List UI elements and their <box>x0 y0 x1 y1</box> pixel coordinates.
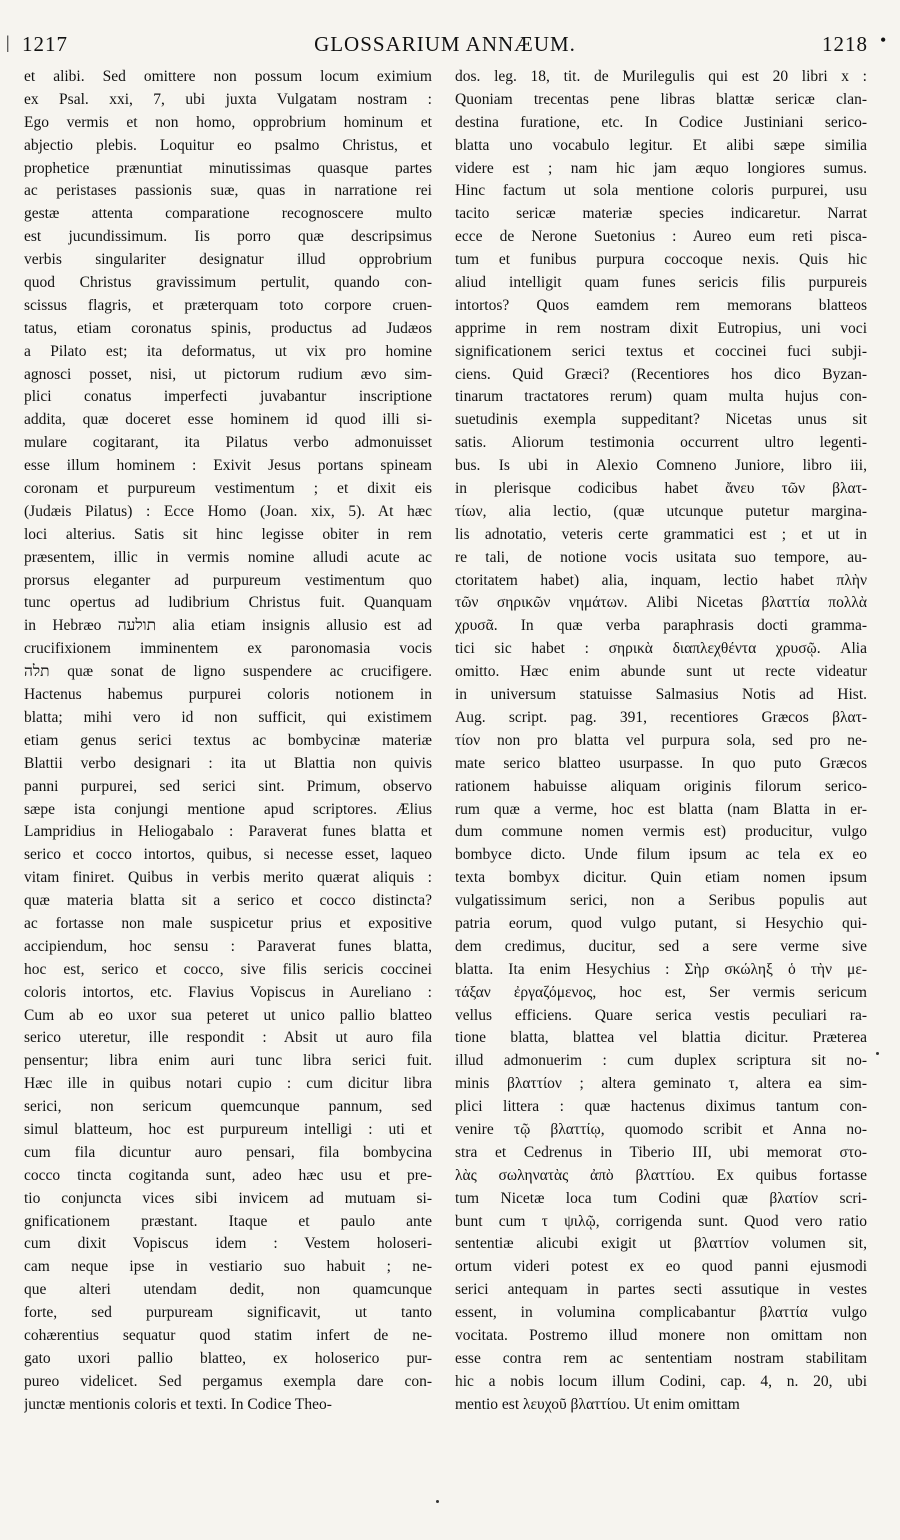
text-line: vellus efficiens. Quare serica vestis peculiari ra- <box>455 1006 867 1024</box>
left-text-column <box>24 66 432 1417</box>
text-line: cohærentius sequatur quod statim infert de ne- <box>24 1326 432 1344</box>
text-line: accipiendum, hoc sensu : Paraverat funes blatta, <box>24 937 432 955</box>
text-line: dos. leg. 18, tit. de Murilegulis qui est 20 libri x : <box>455 68 867 85</box>
text-line: loci alterius. Satis sit hinc legisse obiter in rem <box>24 525 432 543</box>
margin-speck <box>876 1052 879 1055</box>
text-line: cocco tincta cogitanda sunt, adeo hæc usu et pre- <box>24 1166 432 1184</box>
text-line: tici sic habet : σηρικὰ διαπλεχθέντα χρυσῷ. Alia <box>455 640 867 658</box>
text-line: etiam genus serici textus ac bombycinæ materiæ <box>24 731 432 749</box>
text-line: texta bombyx dicitur. Quin etiam nomen ipsum <box>455 869 867 887</box>
text-line: esse contra rem ac sententiam nostram stabilitam <box>455 1349 867 1367</box>
text-line: τίων, alia lectio, (quæ utcunque putetur margina- <box>455 502 867 520</box>
text-line: vitam finiret. Quibus in verbis merito quærat aliquis : <box>24 869 432 887</box>
text-line: tio conjuncta vices sibi invicem ad mutuam si- <box>24 1189 432 1207</box>
text-line: plici conatus imperfecti juvabantur inscriptione <box>24 388 432 406</box>
text-line: tinarum tractatores rerum) quam multa hujus con- <box>455 388 867 406</box>
text-line: videre est ; nam hic jam æquo longiores sumus. <box>455 159 867 177</box>
right-text-column <box>455 66 867 1417</box>
text-line: sententiæ alicubi exigit ut βλαττίον volumen sit, <box>455 1235 867 1253</box>
text-line: tum et funibus purpura coccoque nexis. Quis hic <box>455 251 867 269</box>
text-line: destina furatione, etc. In Codice Justiniani serico- <box>455 113 867 131</box>
text-line: dem credimus, ducitur, sed a sere verme sive <box>455 937 867 955</box>
text-line: dum commune nomen vermis est) producitur, vulgo <box>455 823 867 841</box>
text-line: ac fortasse non male suspicetur prius et expositive <box>24 914 432 932</box>
text-line: esse illum hominem : Exivit Jesus portans spineam <box>24 457 432 475</box>
text-line: tacito sericæ materiæ species indicaretur. Narrat <box>455 205 867 223</box>
text-line: præsentem, illic in vermis nomine alludi acute ac <box>24 548 432 566</box>
text-line: significationem serici textus et coccinei fuci subji- <box>455 342 867 360</box>
text-line: ac peristases passionis suæ, quas in narratione rei <box>24 182 432 200</box>
text-line: pureo videlicet. Sed pergamus exempla dare con- <box>24 1372 432 1390</box>
text-line: ctoritatem habet) alia, inquam, lectio habet πλὴν <box>455 571 867 589</box>
text-line: quæ materia blatta sit a serico et cocco distincta? <box>24 892 432 910</box>
text-line: tunc opertus ad ludibrium Christus fuit. Quanquam <box>24 594 432 612</box>
text-line: gestæ attenta comparatione recognoscere multo <box>24 205 432 223</box>
text-line: Quoniam trecentas pene libras blattæ sericæ clan- <box>455 90 867 108</box>
text-line: serici antequam in partes secti assutique in vestes <box>455 1281 867 1299</box>
text-line: cum fila dicuntur auro pensari, fila bombycina <box>24 1143 432 1161</box>
text-line: omitto. Hæc enim abunde sunt ut recte videatur <box>455 663 867 681</box>
text-line: panni purpurei, sed serici sint. Primum, observo <box>24 777 432 795</box>
text-line: crucifixionem imminentem ex paronomasia vocis <box>24 640 432 658</box>
text-line: vocitata. Postremo illud monere non omittam non <box>455 1326 867 1344</box>
text-line: re tali, de notione vocis usitata suo tempore, au- <box>455 548 867 566</box>
text-line: suetudinis exempla suppeditant? Nicetas unus sit <box>455 411 867 429</box>
text-line: lis adnotatio, veteris certe grammatici est ; et ut in <box>455 525 867 543</box>
text-line: mulare cogitarant, ita Pilatus verbo admonuisset <box>24 434 432 452</box>
text-line: est jucundissimum. Iis porro quæ descripsimus <box>24 228 432 246</box>
text-line: aliud intelligit quam funes sericis filis purpureis <box>455 274 867 292</box>
text-line: hoc est, serico et cocco, sive filis sericis coccinei <box>24 960 432 978</box>
text-line: (Judæis Pilatus) : Ecce Homo (Joan. xix, 5). At hæc <box>24 502 432 520</box>
text-line: sæpe ista conjungi mentione apud scriptores. Ælius <box>24 800 432 818</box>
text-line: rum quæ a verme, hoc est blatta (nam Blatta in er- <box>455 800 867 818</box>
text-line: ex Psal. xxi, 7, ubi juxta Vulgatam nostram : <box>24 90 432 108</box>
text-line: blatta; mihi vero id non sufficit, qui existimem <box>24 708 432 726</box>
text-line: simul blatteum, hoc est purpureum intelligi : uti et <box>24 1120 432 1138</box>
text-line: τίον non pro blatta vel purpura sola, sed pro ne- <box>455 731 867 749</box>
running-title: GLOSSARIUM ANNÆUM. <box>314 32 576 56</box>
text-line: et alibi. Sed omittere non possum locum eximium <box>24 68 432 85</box>
text-line: Cum ab eo uxor sua peteret ut unico pallio blatteo <box>24 1006 432 1024</box>
text-line: serico et cocco intortos, quibus, si necesse esset, laqueo <box>24 846 432 864</box>
text-line: Hinc factum ut sola mentione coloris purpurei, usu <box>455 182 867 200</box>
text-line: stra et Cedrenus in Tiberio III, ubi memorat στο- <box>455 1143 867 1161</box>
text-line: in Hebræo תולעה alia etiam insignis allusio est ad <box>24 617 432 635</box>
text-line: χρυσᾶ. In quæ verba paraphrasis docti gramma- <box>455 617 867 635</box>
text-line: prorsus eleganter ad purpureum vestimentum quo <box>24 571 432 589</box>
text-line: a Pilato est; ita deformatus, ut vix pro homine <box>24 342 432 360</box>
text-line: τάξαν ἐργαζόμενος, hoc est, Ser vermis sericum <box>455 983 867 1001</box>
left-margin-mark: | <box>6 32 10 52</box>
page-number-right: 1218 <box>822 32 868 56</box>
text-line: ciens. Quid Græci? (Recentiores hos dico Byzan- <box>455 365 867 383</box>
text-line: serici, non sericum quemcunque pannum, sed <box>24 1098 432 1116</box>
text-line: gnificationem præstant. Itaque et paulo ante <box>24 1212 432 1230</box>
text-line: forte, sed purpuream significavit, ut tanto <box>24 1304 432 1322</box>
text-line: intortos? Quos eamdem rem memorans blatteos <box>455 296 867 314</box>
text-line: junctæ mentionis coloris et texti. In Codice Theo- <box>24 1395 332 1413</box>
text-line: essent, in volumina complicabantur βλαττία vulgo <box>455 1304 867 1322</box>
text-line: תלה quæ sonat de ligno suspendere ac crucifigere. <box>24 663 432 681</box>
page-number-left: 1217 <box>22 32 68 56</box>
text-line: apprime in rem nostram dixit Eutropius, uni voci <box>455 319 867 337</box>
text-line: in plerisque codicibus habet ἄνευ τῶν βλατ- <box>455 480 867 498</box>
text-line: Lampridius in Heliogabalo : Paraverat funes blatta et <box>24 823 432 841</box>
text-line: scissus flagris, et præterquam toto corpore cruen- <box>24 296 432 314</box>
text-line: illud admonuerim : cum duplex scriptura sit no- <box>455 1052 867 1070</box>
text-line: prophetice prænuntiat minutissimas quasque partes <box>24 159 432 177</box>
text-line: plici littera : quæ hactenus diximus tantum con- <box>455 1098 867 1116</box>
text-line: Blattii verbo designari : ita ut Blattia non quivis <box>24 754 432 772</box>
text-line: blatta. Ita enim Hesychius : Σὴρ σκώληξ ὁ τὴν με- <box>455 960 867 978</box>
text-line: bunt cum τ ψιλῷ, corrigenda sunt. Quod vero ratio <box>455 1212 867 1230</box>
text-line: cum dixit Vopiscus idem : Vestem holoseri- <box>24 1235 432 1253</box>
text-line: quod Christus gravissimum pertulit, quando con- <box>24 274 432 292</box>
text-line: Hactenus habemus purpurei coloris notionem in <box>24 686 432 704</box>
text-line: abjectio plebis. Loquitur eo psalmo Christus, et <box>24 136 432 154</box>
text-line: verbis singulariter designatur illud opprobrium <box>24 251 432 269</box>
text-line: ecce de Nerone Suetonius : Aureo eum reti pisca- <box>455 228 867 246</box>
text-line: blatta uno vocabulo legitur. Et alibi sæpe similia <box>455 136 867 154</box>
text-line: bombyce dicto. Unde filum ipsum ac tela ex eo <box>455 846 867 864</box>
bottom-speck <box>436 1500 439 1503</box>
text-line: hic a nobis locum illum Codini, cap. 4, n. 20, ubi <box>455 1372 867 1390</box>
text-line: rationem habuisse aliquam originis filorum serico- <box>455 777 867 795</box>
text-line: tione blatta, blattea vel blattia dicitur. Præterea <box>455 1029 867 1047</box>
text-line: Hæc ille in quibus notari cupio : cum dicitur libra <box>24 1075 432 1093</box>
text-line: in universum statuisse Salmasius Notis ad Hist. <box>455 686 867 704</box>
text-line: satis. Aliorum testimonia occurrent ultro legenti- <box>455 434 867 452</box>
text-line: bus. Is ubi in Alexio Comneno Juniore, libro iii, <box>455 457 867 475</box>
text-line: que alteri utendam dedit, non quamcunque <box>24 1281 432 1299</box>
text-line: ortum videri potest ex eo quod panni ejusmodi <box>455 1258 867 1276</box>
text-line: serico uteretur, ille respondit : Absit ut auro fila <box>24 1029 432 1047</box>
text-line: gato uxori pallio blatteo, ex holoserico pur- <box>24 1349 432 1367</box>
text-line: venire τῷ βλαττίῳ, quomodo scribit et Anna no- <box>455 1120 867 1138</box>
page-header <box>22 32 868 62</box>
text-line: agnosci posset, nisi, ut pictorum rudium ævo sim- <box>24 365 432 383</box>
text-line: Aug. script. pag. 391, recentiores Græcos βλατ- <box>455 708 867 726</box>
text-line: pensentur; libra enim auri tunc libra serici fuit. <box>24 1052 432 1070</box>
text-line: minis βλαττίον ; altera geminato τ, altera ea sim- <box>455 1075 867 1093</box>
right-margin-mark: • <box>880 30 887 50</box>
text-line: mentio est λευχοῦ βλαττίου. Ut enim omittam <box>455 1395 740 1413</box>
text-line: addita, quæ doceret esse hominem id quod illi si- <box>24 411 432 429</box>
text-line: mate serico blatteo usurpasse. In quo puto Græcos <box>455 754 867 772</box>
text-line: cam neque ipse in vestiario suo habuit ; ne- <box>24 1258 432 1276</box>
text-line: coloris intortos, etc. Flavius Vopiscus in Aureliano : <box>24 983 432 1001</box>
text-line: Ego vermis et non homo, opprobrium hominum et <box>24 113 432 131</box>
text-line: τῶν σηρικῶν νημάτων. Alibi Nicetas βλαττία πολλὰ <box>455 594 867 612</box>
text-line: vulgatissimum serici, non a Seribus populis aut <box>455 892 867 910</box>
text-line: λὰς σωληνατὰς ἀπὸ βλαττίου. Ex quibus fortasse <box>455 1166 867 1184</box>
text-line: tum Nicetæ loca tum Codini quæ βλατίον scri- <box>455 1189 867 1207</box>
text-line: tatus, etiam coronatus spinis, productus ad Judæos <box>24 319 432 337</box>
text-line: coronam et purpureum vestimentum ; et dixit eis <box>24 480 432 498</box>
text-line: patria eorum, quod vulgo putant, si Hesychio qui- <box>455 914 867 932</box>
